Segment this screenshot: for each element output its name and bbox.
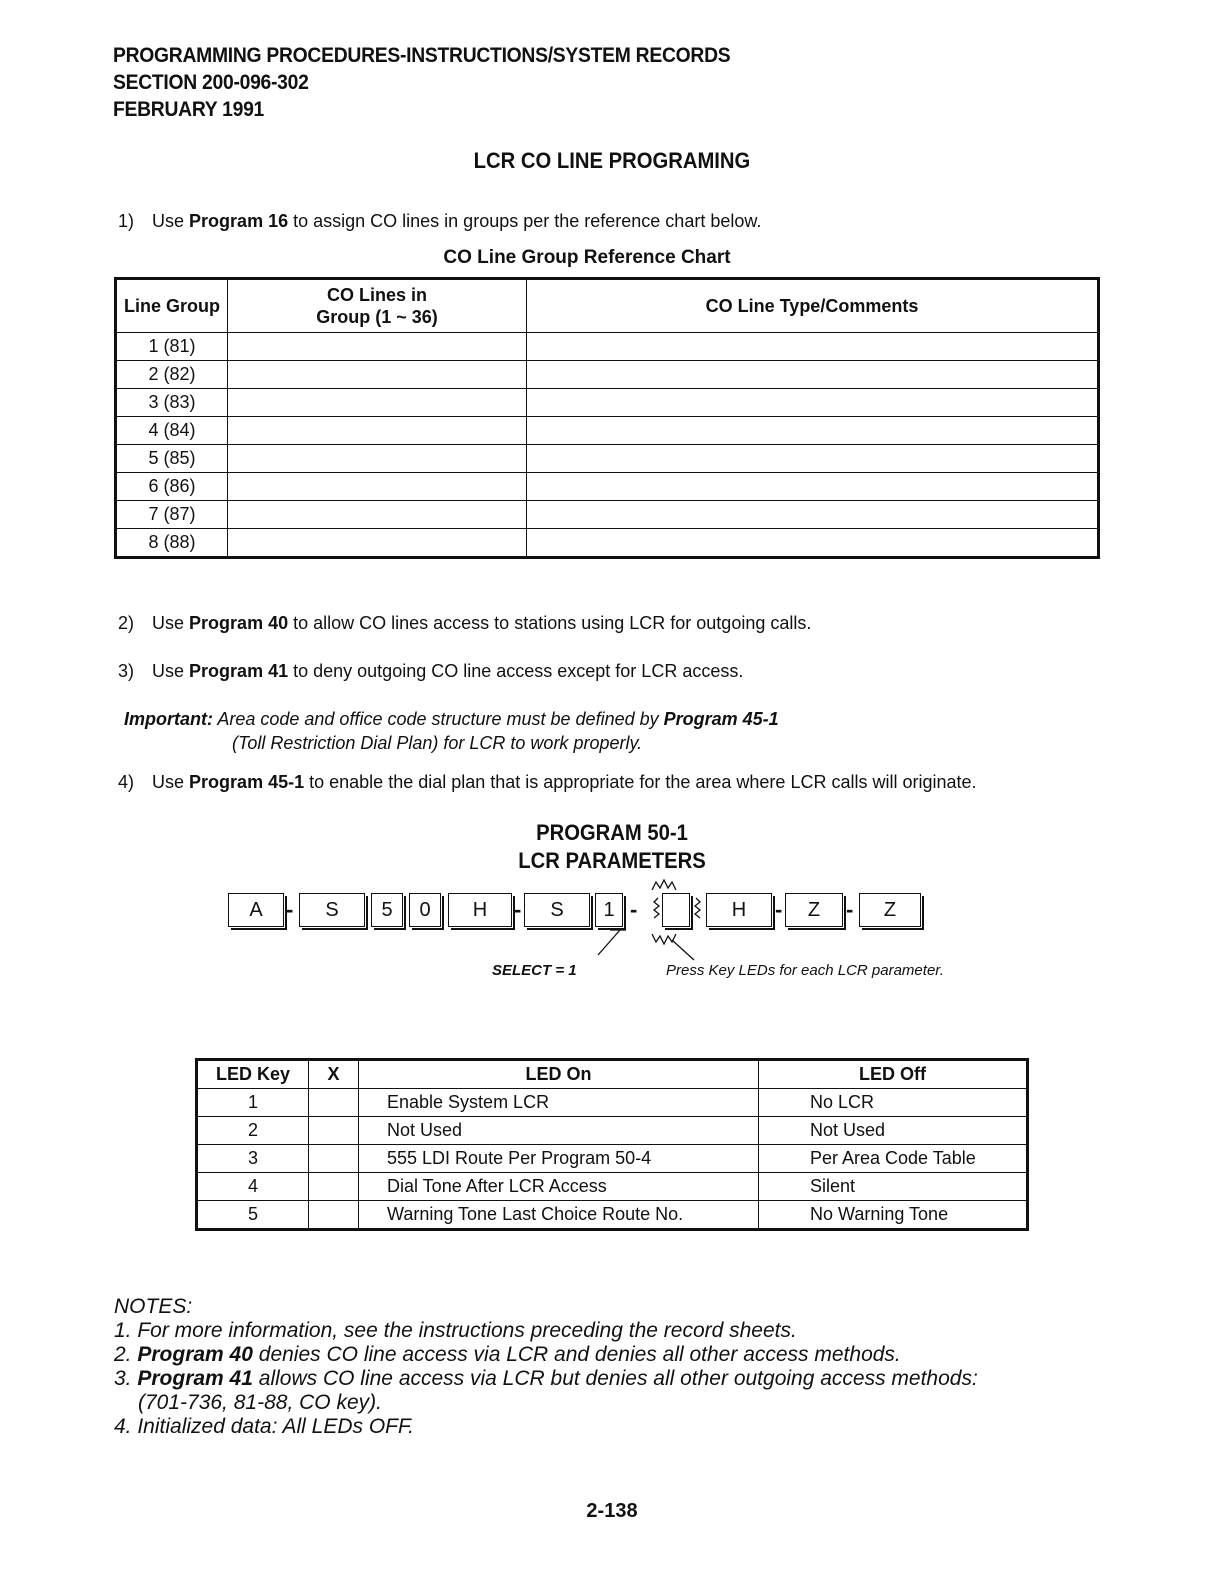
step-program: Program 16	[189, 211, 289, 231]
key-0: 0	[409, 893, 441, 927]
step-text: to allow CO lines access to stations using LCR for outgoing calls.	[293, 613, 812, 633]
key-5: 5	[371, 893, 403, 927]
led-key-cell: 4	[197, 1173, 309, 1201]
led-off-cell: Not Used	[759, 1117, 1028, 1145]
key-dash: -	[630, 897, 638, 922]
table-row	[116, 529, 1099, 558]
flash-indicator-icon	[590, 870, 730, 970]
line-group-cell: 5 (85)	[116, 445, 228, 473]
table-row	[116, 333, 1099, 361]
table-row	[116, 473, 1099, 501]
step-use: Use	[152, 211, 185, 231]
header-line-2: SECTION 200-096-302	[113, 71, 309, 94]
note-3-program: Program 41	[137, 1367, 253, 1390]
x-cell[interactable]	[309, 1089, 359, 1117]
line-group-cell: 6 (86)	[116, 473, 228, 501]
led-parameter-table	[195, 1058, 1029, 1231]
comments-cell[interactable]	[527, 333, 1099, 361]
header-line-1: PROGRAMMING PROCEDURES-INSTRUCTIONS/SYSTEM RECORDS	[113, 44, 731, 67]
key-dash: -	[286, 897, 294, 922]
led-off-cell: No Warning Tone	[759, 1201, 1028, 1230]
note-2-number: 2.	[114, 1343, 132, 1366]
table-row	[197, 1173, 1028, 1201]
led-off-cell: Silent	[759, 1173, 1028, 1201]
note-3-continued: (701-736, 81-88, CO key).	[138, 1391, 382, 1414]
important-label: Important:	[124, 709, 213, 729]
led-on-cell: Warning Tone Last Choice Route No.	[359, 1201, 759, 1230]
header-co-lines-2: Group (1 ~ 36)	[316, 307, 438, 327]
comments-cell[interactable]	[527, 361, 1099, 389]
comments-cell[interactable]	[527, 445, 1099, 473]
x-cell[interactable]	[309, 1117, 359, 1145]
line-group-cell: 2 (82)	[116, 361, 228, 389]
step-number: 3)	[118, 661, 135, 681]
co-lines-cell[interactable]	[228, 473, 527, 501]
led-on-cell: Enable System LCR	[359, 1089, 759, 1117]
chart-title: CO Line Group Reference Chart	[443, 247, 731, 268]
led-key-cell: 5	[197, 1201, 309, 1230]
co-lines-cell[interactable]	[228, 389, 527, 417]
header-led-off: LED Off	[759, 1060, 1028, 1089]
step-program: Program 40	[189, 613, 289, 633]
line-group-cell: 4 (84)	[116, 417, 228, 445]
table-row	[116, 501, 1099, 529]
header-co-lines-1: CO Lines in	[326, 285, 427, 305]
co-lines-cell[interactable]	[228, 501, 527, 529]
table-row	[116, 361, 1099, 389]
comments-cell[interactable]	[527, 473, 1099, 501]
step-number: 1)	[118, 211, 135, 231]
header-line-group: Line Group	[116, 279, 228, 333]
note-3-number: 3.	[114, 1367, 132, 1390]
page-title: LCR CO LINE PROGRAMING	[473, 148, 751, 173]
comments-cell[interactable]	[527, 529, 1099, 558]
step-2	[118, 612, 811, 634]
line-group-cell: 1 (81)	[116, 333, 228, 361]
line-group-cell: 3 (83)	[116, 389, 228, 417]
step-number: 4)	[118, 772, 135, 792]
key-dash: -	[846, 897, 854, 922]
important-text-2: (Toll Restriction Dial Plan) for LCR to work properly.	[232, 733, 643, 753]
document-header	[113, 42, 730, 123]
program-subtitle: LCR PARAMETERS	[518, 848, 706, 873]
step-4	[118, 771, 977, 793]
step-text: to assign CO lines in groups per the reference chart below.	[293, 211, 762, 231]
key-z: Z	[785, 893, 843, 927]
step-use: Use	[152, 661, 185, 681]
key-s: S	[299, 893, 365, 927]
header-x: X	[309, 1060, 359, 1089]
step-3	[118, 660, 743, 682]
x-cell[interactable]	[309, 1201, 359, 1230]
line-group-cell: 7 (87)	[116, 501, 228, 529]
co-line-group-table	[114, 277, 1100, 559]
note-3	[114, 1367, 978, 1391]
key-dash: -	[775, 897, 783, 922]
table-header-row	[197, 1060, 1028, 1089]
notes-section	[114, 1295, 978, 1439]
key-1: 1	[595, 893, 623, 927]
line-group-cell: 8 (88)	[116, 529, 228, 558]
led-on-cell: 555 LDI Route Per Program 50-4	[359, 1145, 759, 1173]
key-s-2: S	[524, 893, 590, 927]
note-2-text: denies CO line access via LCR and denies all other access methods.	[258, 1343, 901, 1366]
co-lines-cell[interactable]	[228, 361, 527, 389]
table-row	[116, 389, 1099, 417]
press-key-label: Press Key LEDs for each LCR parameter.	[666, 962, 944, 979]
led-on-cell: Not Used	[359, 1117, 759, 1145]
co-lines-cell[interactable]	[228, 333, 527, 361]
notes-heading: NOTES:	[114, 1295, 193, 1318]
header-comments: CO Line Type/Comments	[527, 279, 1099, 333]
note-2-program: Program 40	[137, 1343, 253, 1366]
note-2	[114, 1343, 978, 1367]
co-lines-cell[interactable]	[228, 529, 527, 558]
key-h-2: H	[706, 893, 772, 927]
comments-cell[interactable]	[527, 389, 1099, 417]
step-program: Program 41	[189, 661, 289, 681]
key-dash: -	[514, 897, 522, 922]
table-header-row	[116, 279, 1099, 333]
header-led-key: LED Key	[197, 1060, 309, 1089]
step-1	[118, 210, 761, 232]
led-key-cell: 2	[197, 1117, 309, 1145]
important-note	[124, 707, 779, 755]
table-row	[197, 1201, 1028, 1230]
page-number: 2-138	[586, 1500, 638, 1522]
step-number: 2)	[118, 613, 135, 633]
note-1: 1. For more information, see the instructions preceding the record sheets.	[114, 1319, 797, 1342]
select-label: SELECT = 1	[492, 962, 577, 979]
header-co-lines	[228, 279, 527, 333]
step-use: Use	[152, 772, 185, 792]
note-4: 4. Initialized data: All LEDs OFF.	[114, 1415, 414, 1438]
key-h: H	[448, 893, 512, 927]
step-text: to deny outgoing CO line access except for LCR access.	[293, 661, 744, 681]
important-program: Program 45-1	[663, 709, 779, 729]
x-cell[interactable]	[309, 1145, 359, 1173]
led-off-cell: No LCR	[759, 1089, 1028, 1117]
table-row	[197, 1117, 1028, 1145]
table-row	[197, 1145, 1028, 1173]
step-text: to enable the dial plan that is appropriate for the area where LCR calls will originate.	[309, 772, 977, 792]
table-row	[197, 1089, 1028, 1117]
program-title: PROGRAM 50-1	[536, 820, 688, 845]
led-key-cell: 1	[197, 1089, 309, 1117]
important-text-1: Area code and office code structure must be defined by	[217, 709, 659, 729]
led-key-cell: 3	[197, 1145, 309, 1173]
key-a: A	[228, 893, 284, 927]
co-lines-cell[interactable]	[228, 445, 527, 473]
table-row	[116, 445, 1099, 473]
comments-cell[interactable]	[527, 501, 1099, 529]
co-lines-cell[interactable]	[228, 417, 527, 445]
header-led-on: LED On	[359, 1060, 759, 1089]
x-cell[interactable]	[309, 1173, 359, 1201]
comments-cell[interactable]	[527, 417, 1099, 445]
note-3-text: allows CO line access via LCR but denies all other outgoing access methods:	[258, 1367, 978, 1390]
important-line-1	[124, 707, 779, 731]
led-off-cell: Per Area Code Table	[759, 1145, 1028, 1173]
table-row	[116, 417, 1099, 445]
step-use: Use	[152, 613, 185, 633]
step-program: Program 45-1	[189, 772, 305, 792]
header-line-3: FEBRUARY 1991	[113, 98, 265, 121]
led-on-cell: Dial Tone After LCR Access	[359, 1173, 759, 1201]
key-z-2: Z	[859, 893, 921, 927]
